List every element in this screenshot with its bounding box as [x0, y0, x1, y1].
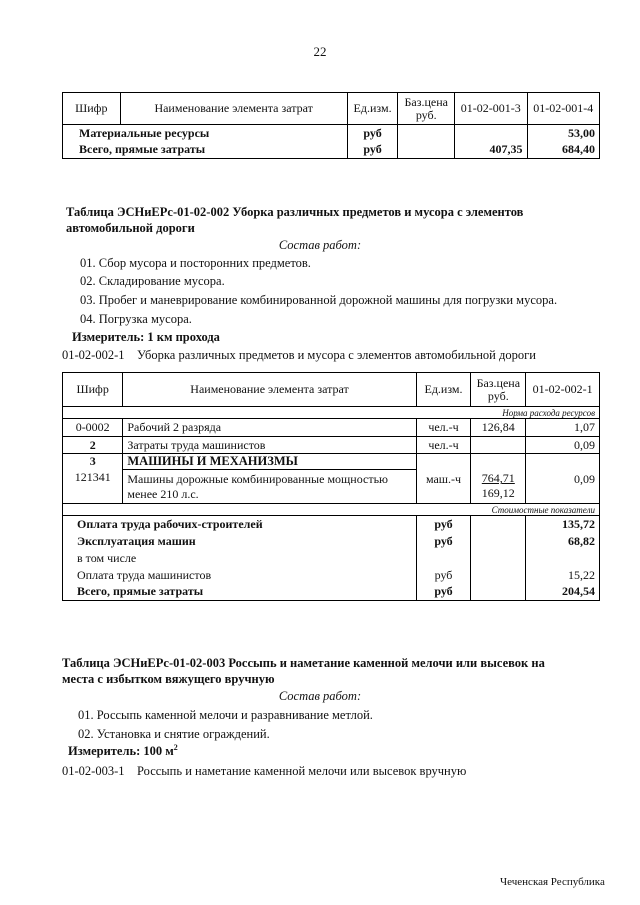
row-code: 121341: [63, 470, 123, 504]
work-item: 03. Пробег и маневрирование комбинированной дорожной машины для погрузки мусора.: [80, 293, 558, 307]
section-2-meter: Измеритель: 1 км прохода: [72, 330, 220, 344]
row-value: [455, 125, 527, 142]
table-row: [63, 454, 600, 470]
header-cell: 01-02-002-1: [526, 373, 600, 407]
total-unit: руб: [416, 567, 471, 584]
row-code: 3: [63, 454, 123, 470]
table-2-header: [63, 373, 600, 407]
total-name: Оплата труда машинистов: [63, 567, 417, 584]
row-value: 53,00: [527, 125, 600, 142]
table-row: [63, 470, 600, 504]
header-cell: Наименование элемента затрат: [120, 93, 347, 125]
row-name: Всего, прямые затраты: [63, 142, 348, 159]
work-item: 02. Складирование мусора.: [80, 274, 225, 288]
row-value: 684,40: [527, 142, 600, 159]
row-name: Материальные ресурсы: [63, 125, 348, 142]
header-cell: Шифр: [63, 93, 121, 125]
header-cell: Ед.изм.: [347, 93, 398, 125]
row-value: 0,09: [526, 437, 600, 454]
total-name: в том числе: [63, 550, 417, 567]
row-code: 0-0002: [63, 419, 123, 437]
row-name: Машины дорожные комбинированные мощностью менее 210 л.с.: [123, 470, 416, 504]
table-row: [63, 142, 600, 159]
row-unit: руб: [347, 142, 398, 159]
total-name: Эксплуатация машин: [63, 533, 417, 550]
row-name: Затраты труда машинистов: [123, 437, 416, 454]
row-name: МАШИНЫ И МЕХАНИЗМЫ: [123, 454, 416, 470]
header-cell: 01-02-001-4: [527, 93, 600, 125]
table-row: [63, 419, 600, 437]
total-unit: руб: [416, 584, 471, 601]
header-cell: Шифр: [63, 373, 123, 407]
total-value: 135,72: [526, 516, 600, 533]
row-price: 126,84: [471, 419, 526, 437]
total-name: Всего, прямые затраты: [63, 584, 417, 601]
total-value: 204,54: [526, 584, 600, 601]
total-value: 15,22: [526, 567, 600, 584]
header-cell: Баз.цена руб.: [471, 373, 526, 407]
total-unit: руб: [416, 533, 471, 550]
table-1: [62, 92, 600, 159]
section-3-meter: Измеритель: 100 $м^2$: [68, 743, 178, 759]
row-value: 407,35: [455, 142, 527, 159]
row-value: 0,09: [526, 470, 600, 504]
page-number: 22: [313, 44, 327, 59]
row-unit: чел.-ч: [416, 437, 471, 454]
row-unit: чел.-ч: [416, 419, 471, 437]
row-value: 1,07: [526, 419, 600, 437]
table-2: [62, 372, 600, 601]
header-cell: Баз.цена руб.: [398, 93, 455, 125]
table-row: [63, 550, 600, 567]
section-3-works-heading: Состав работ:: [278, 689, 362, 703]
cost-label: Стоимостные показатели: [63, 504, 600, 516]
table-subheader: [63, 407, 600, 419]
total-value: 68,82: [526, 533, 600, 550]
section-2-title: Таблица ЭСНиЕРс-01-02-002 Уборка различных предметов и мусора с элементов автомобильной дороги: [66, 205, 524, 235]
section-3-title: Таблица ЭСНиЕРс-01-02-003 Россыпь и наметание каменной мелочи или высевок на места с избытком вяжущего вручную: [62, 656, 545, 686]
table-row: [63, 584, 600, 601]
work-item: 01. Россыпь каменной мелочи и разравнивание метлой.: [78, 708, 373, 722]
row-unit: руб: [347, 125, 398, 142]
row-name: Рабочий 2 разряда: [123, 419, 416, 437]
work-item: 04. Погрузка мусора.: [80, 312, 192, 326]
total-name: Оплата труда рабочих-строителей: [63, 516, 417, 533]
row-code: 2: [63, 437, 123, 454]
section-3-code-line: 01-02-003-1 Россыпь и наметание каменной мелочи или высевок вручную: [62, 764, 467, 778]
table-subheader: [63, 504, 600, 516]
footer-region: Чеченская Республика: [500, 876, 605, 888]
row-unit: маш.-ч: [416, 470, 471, 504]
table-row: [63, 125, 600, 142]
header-cell: Ед.изм.: [416, 373, 471, 407]
work-item: 02. Установка и снятие ограждений.: [78, 727, 270, 741]
header-cell: Наименование элемента затрат: [123, 373, 416, 407]
norm-label: Норма расхода ресурсов: [63, 407, 600, 419]
table-row: [63, 437, 600, 454]
table-1-header: [63, 93, 600, 125]
table-row: [63, 567, 600, 584]
section-2-works-heading: Состав работ:: [278, 238, 362, 252]
table-row: [63, 533, 600, 550]
work-item: 01. Сбор мусора и посторонних предметов.: [80, 256, 311, 270]
section-2-code-line: 01-02-002-1 Уборка различных предметов и мусора с элементов автомобильной дороги: [62, 348, 536, 362]
row-price: 764,71 169,12: [471, 470, 526, 504]
header-cell: 01-02-001-3: [455, 93, 527, 125]
total-unit: руб: [416, 516, 471, 533]
table-row: [63, 516, 600, 533]
